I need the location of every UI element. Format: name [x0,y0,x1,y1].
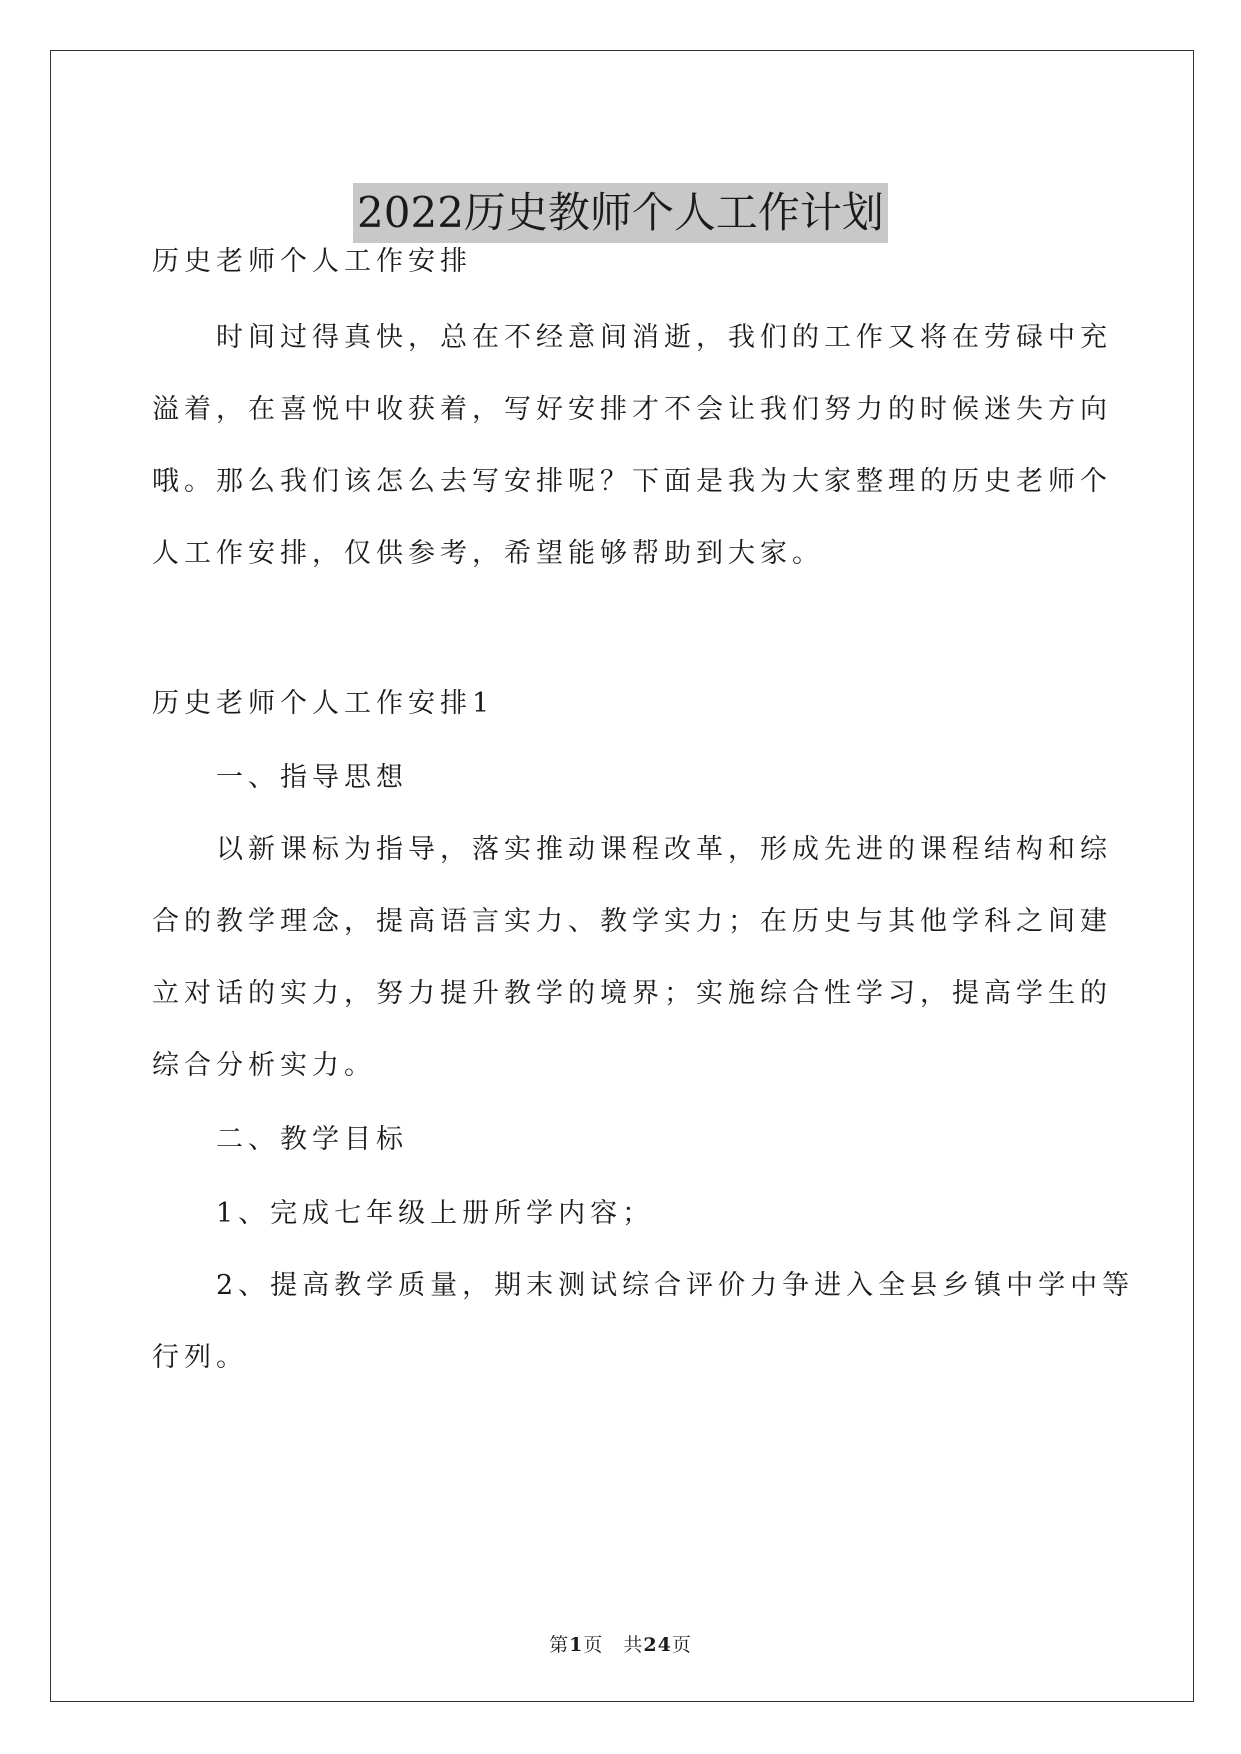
section-heading: 一、指导思想 [216,762,408,793]
current-page-number: 1 [569,1634,584,1656]
paragraph-line: 综合分析实力。 [152,1050,376,1081]
paragraph-line: 行列。 [152,1342,248,1373]
paragraph-line: 时间过得真快，总在不经意间消逝，我们的工作又将在劳碌中充 [216,322,1112,353]
list-item: 1、完成七年级上册所学内容； [216,1198,655,1229]
footer-mid: 页 共 [583,1634,644,1656]
footer-suffix: 页 [671,1634,692,1656]
section-heading: 二、教学目标 [216,1124,408,1155]
paragraph-line: 人工作安排，仅供参考，希望能够帮助到大家。 [152,538,824,569]
section-heading: 历史老师个人工作安排1 [152,688,495,719]
paragraph-line: 历史老师个人工作安排 [152,246,472,277]
footer-prefix: 第 [549,1634,570,1656]
paragraph-line: 溢着，在喜悦中收获着，写好安排才不会让我们努力的时候迷失方向 [152,394,1112,425]
paragraph-line: 合的教学理念，提高语言实力、教学实力；在历史与其他学科之间建 [152,906,1112,937]
total-page-count: 24 [643,1634,672,1656]
paragraph-line: 以新课标为指导，落实推动课程改革，形成先进的课程结构和综 [216,834,1112,865]
paragraph-line: 哦。那么我们该怎么去写安排呢？下面是我为大家整理的历史老师个 [152,466,1112,497]
list-item: 2、提高教学质量，期末测试综合评价力争进入全县乡镇中学中等 [216,1270,1135,1301]
page-footer [0,1630,1241,1657]
paragraph-line: 立对话的实力，努力提升教学的境界；实施综合性学习，提高学生的 [152,978,1112,1009]
document-title: 2022历史教师个人工作计划 [353,183,888,243]
page-border [50,50,1194,1702]
